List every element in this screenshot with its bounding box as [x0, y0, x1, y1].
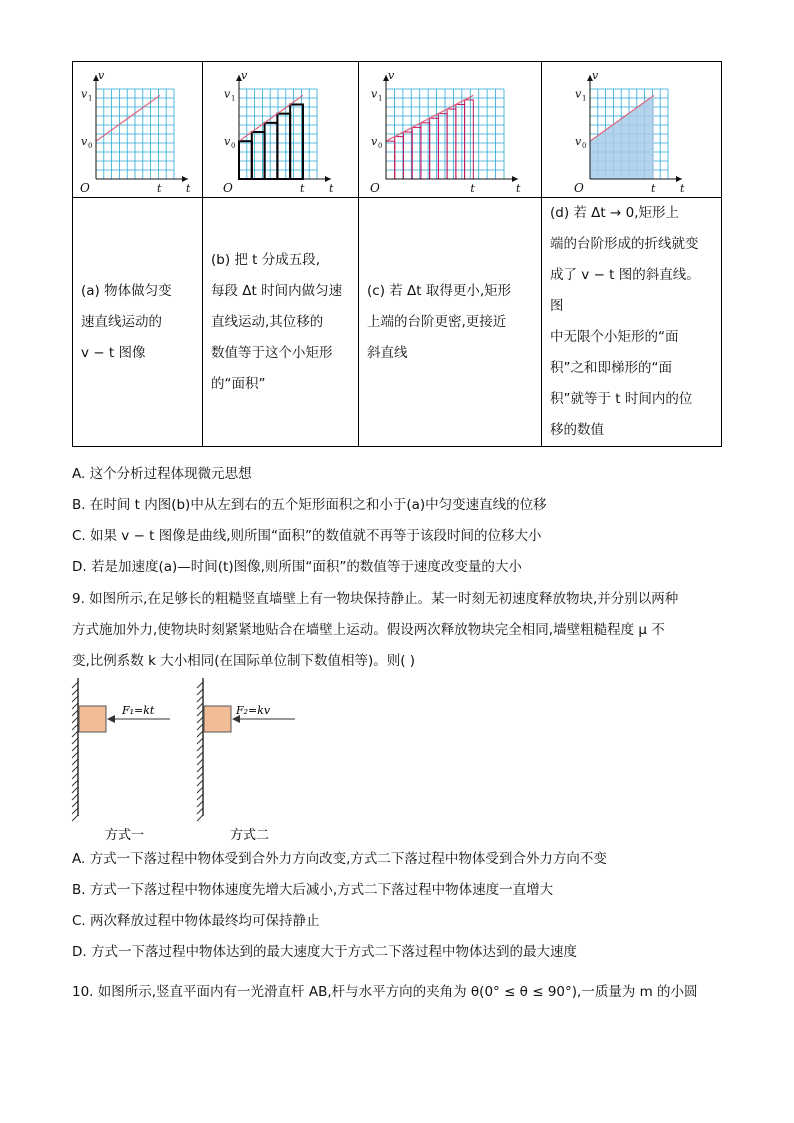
caption-b-line: 的“面积”	[211, 375, 266, 392]
q8-option-a: A. 这个分析过程体现微元思想	[72, 466, 252, 482]
wall-hatch	[197, 759, 203, 765]
origin-label: O	[573, 181, 584, 192]
caption-b-line: 数值等于这个小矩形	[211, 344, 333, 361]
wall-hatch	[197, 710, 203, 716]
caption-d-line: 积”之和即梯形的“面	[550, 360, 672, 376]
caption-d-line: (d) 若 Δt → 0,矩形上	[550, 205, 679, 221]
wall-hatch	[197, 717, 203, 723]
v1-subscript: 1	[87, 94, 92, 103]
wall-hatch	[197, 808, 203, 814]
caption-d-line: 端的台阶形成的折线就变	[550, 236, 699, 252]
wall-hatch	[72, 787, 78, 793]
method-label-1: 方式一	[105, 828, 145, 843]
t-tick-label: t	[156, 182, 161, 192]
caption-d-line: 积”就等于 t 时间内的位	[550, 391, 693, 407]
step-rectangle	[447, 109, 456, 179]
wall-hatch	[197, 724, 203, 730]
wall-hatch	[197, 766, 203, 772]
q9-stem-line-3: 变,比例系数 k 大小相同(在国际单位制下数值相等)。则( )	[72, 653, 416, 669]
v0-label: v	[80, 135, 87, 149]
q9-option-d: D. 方式一下落过程中物体达到的最大速度大于方式二下落过程中物体达到的最大速度	[72, 944, 577, 960]
t-axis-label: t	[328, 182, 333, 192]
step-rectangle	[277, 114, 290, 179]
wall-hatch	[197, 773, 203, 779]
step-rectangle	[264, 123, 277, 179]
origin-label: O	[369, 181, 380, 192]
wall-hatch	[197, 801, 203, 807]
caption-c	[359, 276, 541, 369]
q9-stem-line-2: 方式施加外力,使物块时刻紧紧地贴合在墙壁上运动。假设两次释放物块完全相同,墙壁粗糙程度 μ 不	[72, 622, 665, 638]
caption-c-line: 上端的台阶更密,更接近	[367, 313, 507, 330]
t-axis-label: t	[185, 182, 190, 192]
wall-hatch	[72, 710, 78, 716]
step-rectangle	[239, 141, 252, 179]
wall-hatch	[72, 724, 78, 730]
wall-hatch	[197, 787, 203, 793]
v-axis-label: v	[387, 69, 394, 82]
caption-a-line: 速直线运动的	[81, 313, 162, 330]
wall-hatch	[72, 808, 78, 814]
caption-cell-b	[203, 198, 359, 447]
t-tick-label: t	[469, 182, 475, 192]
block-2	[204, 706, 231, 732]
wall-hatch	[197, 689, 203, 695]
wall-hatch	[72, 745, 78, 751]
v0-label: v	[370, 135, 377, 149]
step-rectangle	[464, 100, 473, 179]
step-rectangle	[386, 141, 395, 179]
caption-cell-a	[73, 198, 203, 447]
wall-hatch	[72, 801, 78, 807]
origin-label: O	[222, 181, 233, 192]
caption-b	[203, 245, 358, 400]
graph-cell-b	[203, 62, 359, 198]
q9-option-a: A. 方式一下落过程中物体受到合外力方向改变,方式二下落过程中物体受到合外力方向不变	[72, 851, 607, 867]
v0-subscript: 0	[230, 142, 235, 151]
t-tick-label: t	[299, 182, 304, 192]
wall-hatch	[197, 682, 203, 688]
caption-d-line: 中无限个小矩形的“面	[550, 329, 679, 345]
wall-hatch	[72, 752, 78, 758]
force-label-1: F₁=kt	[122, 704, 155, 717]
vt-graph-a	[78, 67, 198, 192]
v-axis-label: v	[591, 69, 598, 82]
force-label-2: F₂=kv	[236, 704, 271, 717]
vt-graph-c	[368, 67, 533, 192]
wall-hatch	[72, 696, 78, 702]
wall-hatch	[72, 682, 78, 688]
wall-hatch	[72, 773, 78, 779]
v1-subscript: 1	[581, 94, 586, 103]
caption-a	[73, 276, 202, 369]
v0-label: v	[574, 135, 581, 149]
q10-stem: 10. 如图所示,竖直平面内有一光滑直杆 AB,杆与水平方向的夹角为 θ(0° ≤ θ ≤ 90°),一质量为 m 的小圆	[72, 984, 698, 1000]
wall-hatch	[72, 703, 78, 709]
v1-label: v	[574, 87, 581, 101]
wall-hatch	[197, 794, 203, 800]
q8-option-c: C. 如果 v − t 图像是曲线,则所围“面积”的数值就不再等于该段时间的位移大小	[72, 528, 542, 544]
wall-hatch	[197, 696, 203, 702]
caption-d	[542, 198, 721, 446]
wall-hatch	[72, 794, 78, 800]
wall-hatch	[197, 745, 203, 751]
q9-stem-line-1: 9. 如图所示,在足够长的粗糙竖直墙壁上有一物块保持静止。某一时刻无初速度释放物块,并分别以两种	[72, 591, 679, 607]
step-rectangle	[438, 114, 447, 179]
vt-analysis-table	[72, 61, 722, 447]
q8-option-d: D. 若是加速度(a)—时间(t)图像,则所围“面积”的数值等于速度改变量的大小	[72, 559, 522, 575]
caption-cell-c	[359, 198, 542, 447]
caption-a-line: v − t 图像	[81, 344, 146, 361]
caption-b-line: 直线运动,其位移的	[211, 313, 324, 330]
v-axis-label: v	[240, 69, 247, 82]
v1-subscript: 1	[230, 94, 235, 103]
caption-c-line: (c) 若 Δt 取得更小,矩形	[367, 282, 512, 299]
caption-c-line: 斜直线	[367, 344, 408, 361]
wall-hatch	[72, 780, 78, 786]
trapezoid-area	[590, 95, 654, 179]
graph-cell-d	[542, 62, 722, 198]
t-axis-label: t	[515, 182, 520, 192]
q9-option-b: B. 方式一下落过程中物体速度先增大后减小,方式二下落过程中物体速度一直增大	[72, 882, 554, 898]
graph-cell-a	[73, 62, 203, 198]
v1-label: v	[80, 87, 87, 101]
caption-b-line: (b) 把 t 分成五段,	[211, 251, 321, 268]
wall-hatch	[72, 731, 78, 737]
wall-hatch	[197, 815, 203, 821]
v0-subscript: 0	[87, 142, 92, 151]
wall-hatch	[197, 780, 203, 786]
vt-graph-d	[572, 67, 692, 192]
q8-option-b: B. 在时间 t 内图(b)中从左到右的五个矩形面积之和小于(a)中匀变速直线的位移	[72, 497, 547, 513]
wall-hatch	[72, 815, 78, 821]
caption-cell-d	[542, 198, 722, 447]
v-axis-label: v	[97, 69, 104, 82]
method-label-2: 方式二	[230, 828, 270, 843]
wall-1	[72, 678, 78, 821]
caption-d-line: 移的数值	[550, 422, 604, 438]
wall-hatch	[197, 731, 203, 737]
wall-2	[197, 678, 203, 821]
wall-hatch	[72, 738, 78, 744]
q9-option-c: C. 两次释放过程中物体最终均可保持静止	[72, 913, 320, 929]
t-axis-label: t	[679, 182, 684, 192]
caption-d-line: 成了 v − t 图的斜直线。图	[550, 267, 700, 314]
wall-hatch	[197, 703, 203, 709]
origin-label: O	[79, 181, 90, 192]
v1-label: v	[370, 87, 377, 101]
wall-hatch	[197, 738, 203, 744]
v0-subscript: 0	[581, 142, 586, 151]
wall-hatch	[72, 717, 78, 723]
caption-b-line: 每段 Δt 时间内做匀速	[211, 282, 343, 299]
wall-hatch	[197, 752, 203, 758]
vt-graph-b	[221, 67, 341, 192]
v1-subscript: 1	[377, 94, 382, 103]
wall-hatch	[72, 759, 78, 765]
v1-label: v	[223, 87, 230, 101]
graph-cell-c	[359, 62, 542, 198]
v0-subscript: 0	[377, 142, 382, 151]
caption-a-line: (a) 物体做匀变	[81, 282, 172, 299]
v0-label: v	[223, 135, 230, 149]
wall-hatch	[72, 689, 78, 695]
wall-force-figure	[70, 676, 310, 848]
block-1	[79, 706, 106, 732]
t-tick-label: t	[650, 182, 655, 192]
wall-hatch	[72, 766, 78, 772]
